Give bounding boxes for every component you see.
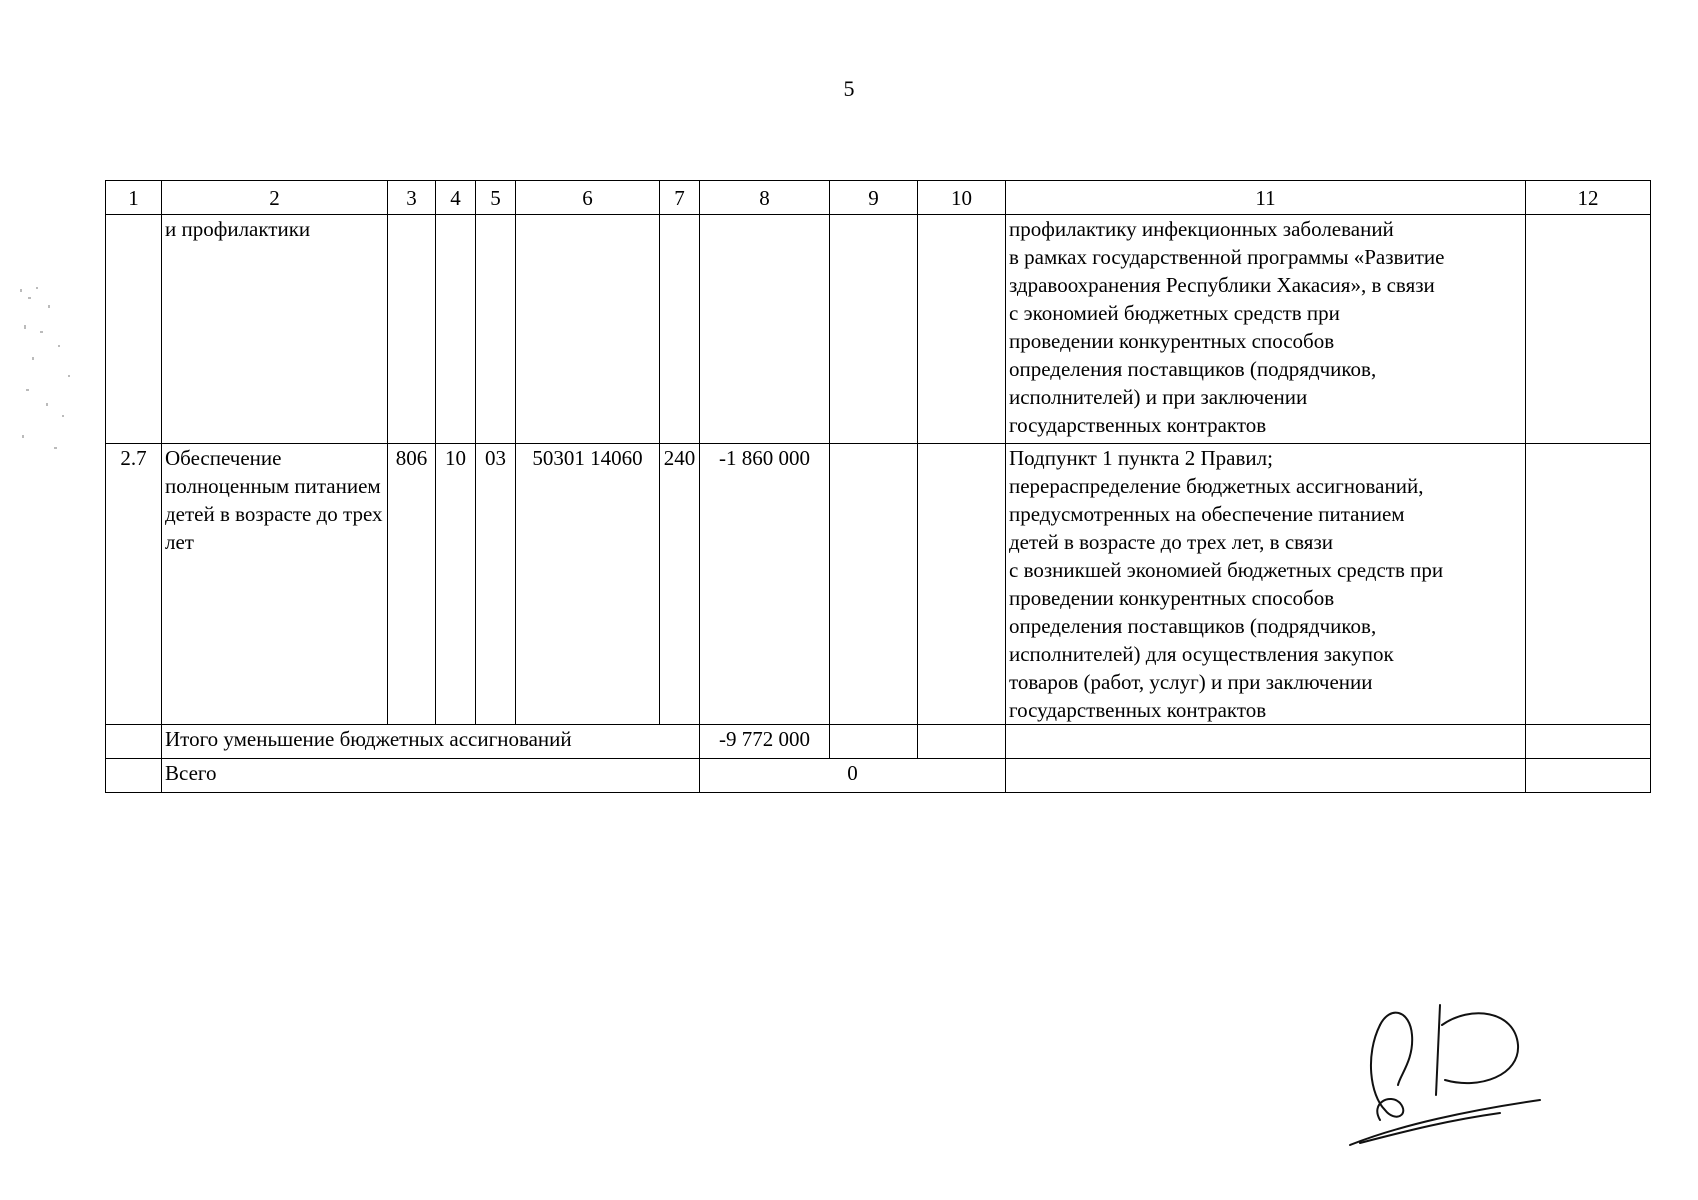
note-line: определения поставщиков (подрядчиков,: [1009, 357, 1377, 381]
col-header: 7: [660, 181, 700, 215]
note-line: проведении конкурентных способов: [1009, 586, 1335, 610]
table-row-2-7: [106, 444, 1651, 725]
cell-empty: [830, 725, 918, 759]
cell-empty: [388, 215, 436, 444]
note-line: с возникшей экономией бюджетных средств при: [1009, 558, 1444, 582]
note-line: в рамках государственной программы «Развитие: [1009, 245, 1445, 269]
cell-empty: [436, 215, 476, 444]
note-line: проведении конкурентных способов: [1009, 329, 1335, 353]
col-header: 5: [476, 181, 516, 215]
note-line: государственных контрактов: [1009, 413, 1267, 437]
note-line: предусмотренных на обеспечение питанием: [1009, 502, 1405, 526]
col-header: 9: [830, 181, 918, 215]
cell-name: и профилактики: [162, 215, 388, 444]
grand-total-value: 0: [700, 759, 1006, 793]
cell-empty: [106, 725, 162, 759]
col-header: 4: [436, 181, 476, 215]
cell-c3: 806: [388, 444, 436, 725]
cell-notes: [1006, 215, 1526, 444]
cell-empty: [1526, 725, 1651, 759]
note-line: здравоохранения Республики Хакасия», в связи: [1009, 273, 1435, 297]
note-line: определения поставщиков (подрядчиков,: [1009, 614, 1377, 638]
cell-empty: [1526, 759, 1651, 793]
col-header: 6: [516, 181, 660, 215]
header-row: [106, 181, 1651, 215]
cell-empty: [660, 215, 700, 444]
cell-empty: [918, 215, 1006, 444]
cell-empty: [476, 215, 516, 444]
cell-empty: [1526, 444, 1651, 725]
grand-total-label: Всего: [162, 759, 700, 793]
note-line: профилактику инфекционных заболеваний: [1009, 217, 1394, 241]
cell-c7: 240: [660, 444, 700, 725]
col-header: 10: [918, 181, 1006, 215]
note-line: государственных контрактов: [1009, 698, 1267, 722]
total-decrease-label: Итого уменьшение бюджетных ассигнований: [162, 725, 700, 759]
cell-c5: 03: [476, 444, 516, 725]
note-line: перераспределение бюджетных ассигнований,: [1009, 474, 1424, 498]
note-line: детей в возрасте до трех лет, в связи: [1009, 530, 1333, 554]
col-header: 11: [1006, 181, 1526, 215]
col-header: 8: [700, 181, 830, 215]
col-header: 1: [106, 181, 162, 215]
cell-empty: [1006, 759, 1526, 793]
cell-empty: [700, 215, 830, 444]
cell-empty: [830, 215, 918, 444]
cell-name: Обеспечение полноценным питанием детей в возрасте до трех лет: [162, 444, 388, 725]
note-line: товаров (работ, услуг) и при заключении: [1009, 670, 1373, 694]
cell-num: [106, 215, 162, 444]
cell-num: 2.7: [106, 444, 162, 725]
note-line: с экономией бюджетных средств при: [1009, 301, 1340, 325]
cell-empty: [516, 215, 660, 444]
cell-empty: [1006, 725, 1526, 759]
total-decrease-value: -9 772 000: [700, 725, 830, 759]
note-line: исполнителей) и при заключении: [1009, 385, 1308, 409]
cell-empty: [830, 444, 918, 725]
cell-empty: [918, 444, 1006, 725]
note-line: исполнителей) для осуществления закупок: [1009, 642, 1394, 666]
table-row-total-decrease: [106, 725, 1651, 759]
col-header: 3: [388, 181, 436, 215]
cell-c4: 10: [436, 444, 476, 725]
note-line: Подпункт 1 пункта 2 Правил;: [1009, 446, 1273, 470]
cell-empty: [106, 759, 162, 793]
cell-notes: [1006, 444, 1526, 725]
cell-c6: 50301 14060: [516, 444, 660, 725]
table-row-continued: [106, 215, 1651, 444]
col-header: 2: [162, 181, 388, 215]
signature: [1340, 985, 1550, 1160]
cell-c8: -1 860 000: [700, 444, 830, 725]
table-row-grand-total: [106, 759, 1651, 793]
cell-empty: [1526, 215, 1651, 444]
col-header: 12: [1526, 181, 1651, 215]
cell-empty: [918, 725, 1006, 759]
budget-table: [105, 180, 1651, 793]
page-number: 5: [843, 76, 855, 101]
scan-artifact: [18, 285, 84, 465]
